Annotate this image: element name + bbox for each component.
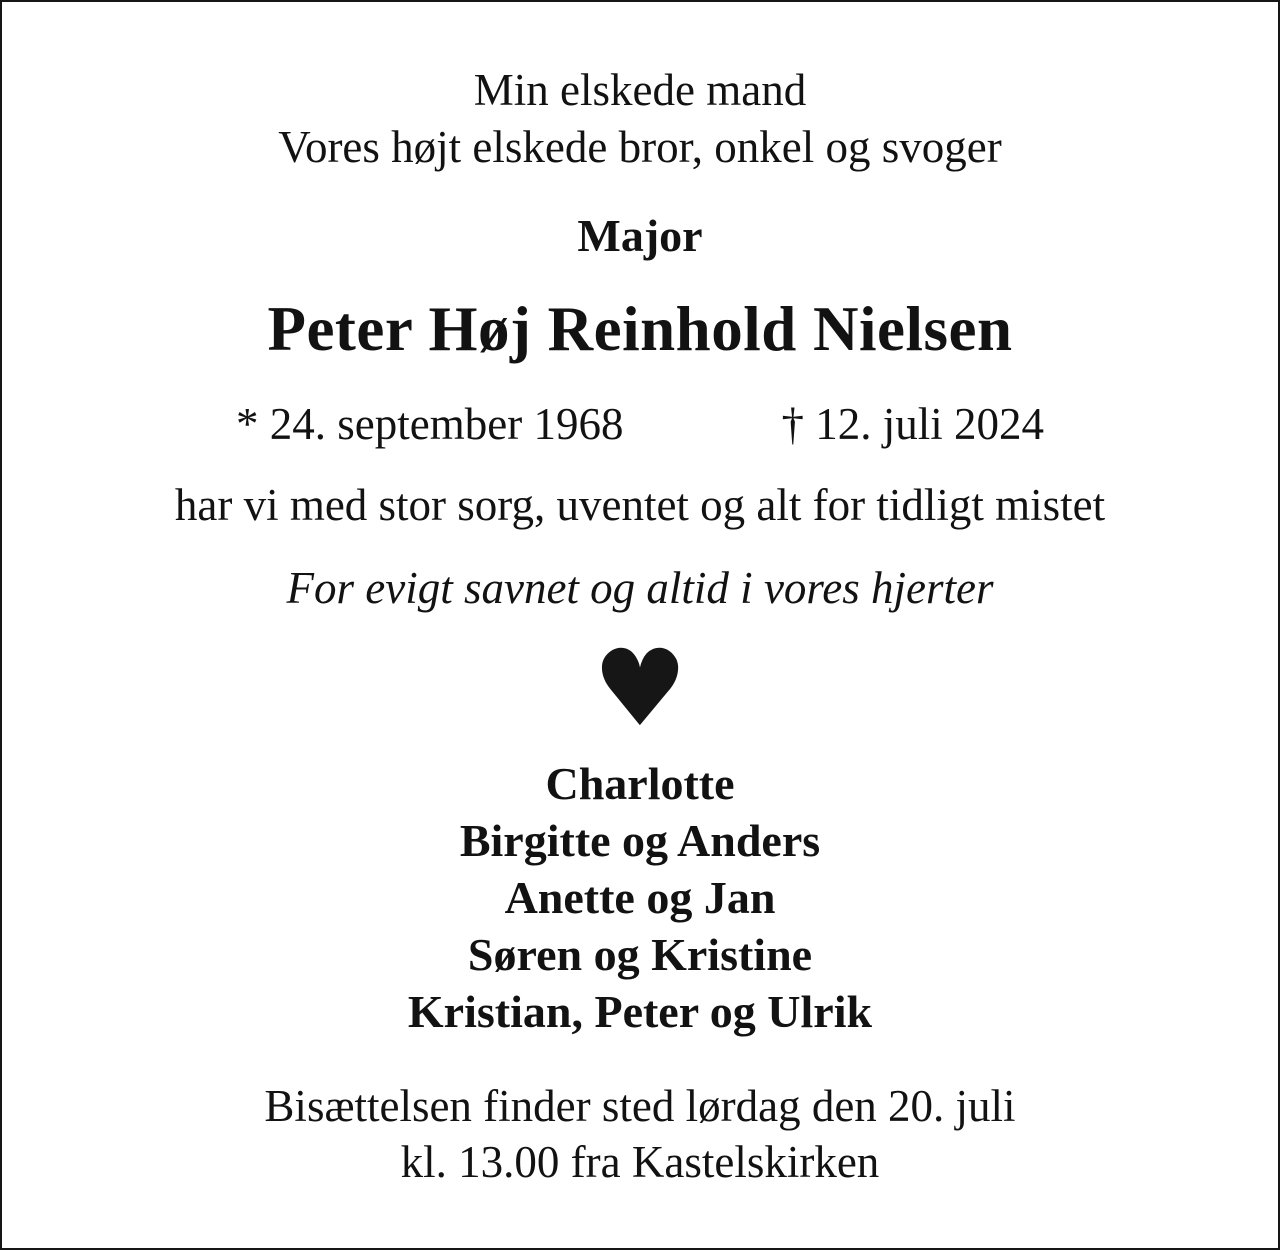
heart-icon: ♥ bbox=[592, 627, 688, 750]
mourner-line: Charlotte bbox=[545, 758, 735, 809]
ceremony-info bbox=[2, 1078, 1278, 1190]
dates-row bbox=[2, 396, 1278, 452]
relation-line-1: Min elskede mand bbox=[473, 65, 807, 115]
mourner-line: Anette og Jan bbox=[504, 872, 776, 923]
birth-date: * 24. september 1968 bbox=[236, 399, 624, 449]
deceased-name: Peter Høj Reinhold Nielsen bbox=[267, 294, 1013, 364]
mourner-line: Kristian, Peter og Ulrik bbox=[407, 986, 873, 1037]
ceremony-line-2: kl. 13.00 fra Kastelskirken bbox=[400, 1137, 880, 1187]
relation-line-2: Vores højt elskede bror, onkel og svoger bbox=[278, 122, 1002, 172]
death-date: † 12. juli 2024 bbox=[781, 399, 1044, 449]
military-title: Major bbox=[577, 210, 703, 261]
memorial-line: For evigt savnet og altid i vores hjerter bbox=[286, 563, 994, 613]
ceremony-line-1: Bisættelsen finder sted lørdag den 20. juli bbox=[264, 1081, 1016, 1131]
mourners-list bbox=[2, 755, 1278, 1040]
loss-line: har vi med stor sorg, uventet og alt for tidligt mistet bbox=[174, 480, 1106, 530]
mourner-line: Søren og Kristine bbox=[467, 929, 813, 980]
mourner-line: Birgitte og Anders bbox=[459, 815, 821, 866]
